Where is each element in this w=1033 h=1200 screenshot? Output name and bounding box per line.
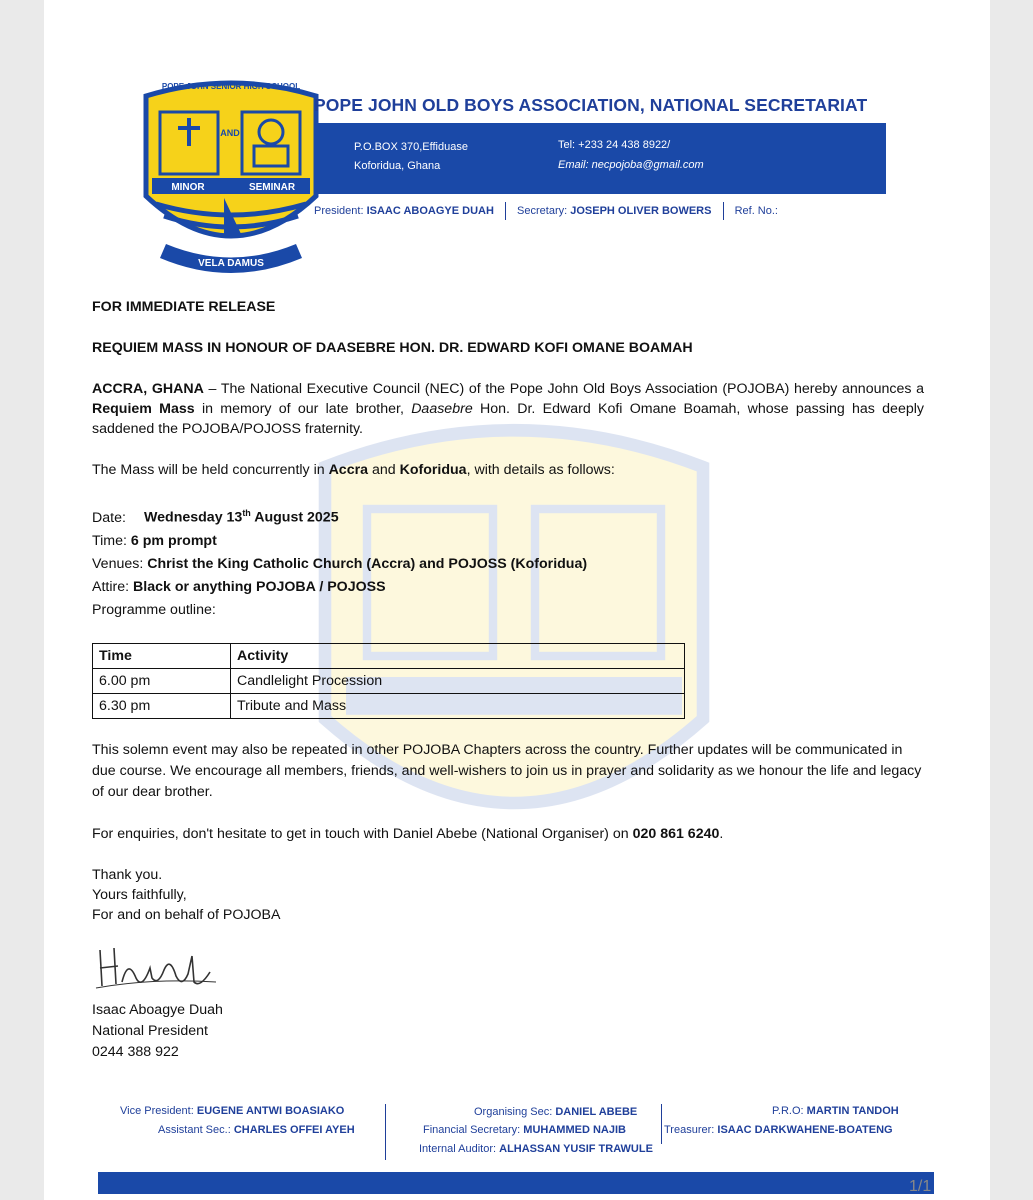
crest-seminar-text: SEMINAR <box>248 182 296 193</box>
venues-line <box>92 553 924 576</box>
time-label: Time: <box>92 532 127 549</box>
president-label: President: <box>314 204 364 217</box>
text-run: For enquiries, don't hesitate to get in touch with Daniel Abebe (National Organiser) on <box>92 826 633 842</box>
dateline: ACCRA, GHANA <box>92 381 204 397</box>
venues-label: Venues: <box>92 555 144 572</box>
table-cell: Tribute and Mass <box>231 694 685 719</box>
venues-value: Christ the King Catholic Church (Accra) and POJOSS (Koforidua) <box>147 555 588 572</box>
date-value: Wednesday 13 <box>144 509 243 526</box>
footer-organising-secretary <box>474 1106 637 1118</box>
contact-band <box>314 123 886 194</box>
footer-divider <box>661 1104 662 1144</box>
document-page <box>44 0 990 1200</box>
text-run: Requiem Mass <box>92 401 195 417</box>
text-run: Daasebre <box>411 401 473 417</box>
address-line2: Koforidua, Ghana <box>354 160 441 172</box>
table-header-row <box>93 644 685 669</box>
release-heading: FOR IMMEDIATE RELEASE <box>92 299 276 315</box>
footer-pro <box>772 1105 899 1117</box>
text-run: The Mass will be held concurrently in <box>92 462 329 478</box>
footer-label: Financial Secretary: <box>423 1124 521 1136</box>
crest-motto-text: VELA DAMUS <box>198 258 264 269</box>
footer-internal-auditor <box>419 1143 653 1155</box>
letter-body <box>92 297 924 622</box>
yours-line: Yours faithfully, <box>92 887 187 903</box>
date-label: Date: <box>92 509 126 526</box>
crest-minor-text: MINOR <box>171 182 205 193</box>
footer-label: Vice President: <box>120 1105 194 1117</box>
divider <box>505 202 506 220</box>
footer-assistant-secretary <box>158 1124 355 1136</box>
footer-divider <box>385 1104 386 1160</box>
attire-line <box>92 576 924 599</box>
table-header: Activity <box>231 644 685 669</box>
text-run: Accra <box>328 462 369 478</box>
organisation-name: POPE JOHN OLD BOYS ASSOCIATION, NATIONAL SECRETARIAT <box>314 95 868 115</box>
paragraph-updates: This solemn event may also be repeated in other POJOBA Chapters across the country. Further updates will be communicated in due course. We encourage all members, friends, and well-wishers to join us in prayer and solidarity as we honour the life and legacy of our dear brother. <box>92 742 922 800</box>
footer-vice-president <box>120 1105 344 1117</box>
footer-treasurer <box>664 1124 893 1136</box>
table-cell: 6.30 pm <box>93 694 231 719</box>
enquiry-phone: 020 861 6240 <box>632 826 720 842</box>
crest-and-text: AND <box>220 128 240 138</box>
signer-name: Isaac Aboagye Duah <box>92 1002 223 1018</box>
footer-financial-secretary <box>423 1124 626 1136</box>
text-run: Koforidua <box>399 462 467 478</box>
signer-block <box>92 1000 924 1063</box>
email: Email: necpojoba@gmail.com <box>558 159 704 171</box>
footer-label: Internal Auditor: <box>419 1143 497 1155</box>
signer-title: National President <box>92 1023 208 1039</box>
secretary-name: JOSEPH OLIVER BOWERS <box>570 204 712 217</box>
attire-value: Black or anything POJOBA / POJOSS <box>133 578 386 595</box>
table-header: Time <box>93 644 231 669</box>
time-line <box>92 530 924 553</box>
footer-band <box>98 1172 934 1194</box>
header-officers <box>314 202 778 220</box>
text-run: – The National Executive Council (NEC) of the Pope John Old Boys Association (POJOBA) hereby announces a <box>203 381 924 397</box>
text-run: , with details as follows: <box>466 462 615 478</box>
ref-label: Ref. No.: <box>734 204 778 217</box>
footer-value: MARTIN TANDOH <box>806 1105 899 1117</box>
page-number: 1/1 <box>909 1178 932 1195</box>
footer-value: ISAAC DARKWAHENE-BOATENG <box>717 1124 893 1136</box>
text-run: Hon. Dr. Edward Kofi Omane Boamah, whose passing has deeply saddened the POJOBA/POJOSS fraternity. <box>92 401 924 437</box>
signature <box>92 938 242 998</box>
programme-label: Programme outline: <box>92 601 216 618</box>
footer-value: MUHAMMED NAJIB <box>523 1124 626 1136</box>
crest-top-text: POPE JOHN SENIOR HIGH SCHOOL <box>161 82 301 91</box>
footer-label: Treasurer: <box>664 1124 715 1136</box>
date-line <box>92 502 924 530</box>
telephone: Tel: +233 24 438 8922/ <box>558 139 671 151</box>
text-run: and <box>368 462 400 478</box>
footer-label: Organising Sec: <box>474 1106 553 1118</box>
paragraph-intro <box>92 379 924 439</box>
thanks-line: Thank you. <box>92 867 163 883</box>
time-value: 6 pm prompt <box>130 532 217 549</box>
school-crest-logo <box>136 76 326 276</box>
date-value: August 2025 <box>250 509 339 526</box>
table-cell: Candlelight Procession <box>231 669 685 694</box>
table-row <box>93 694 685 719</box>
table-cell: 6.00 pm <box>93 669 231 694</box>
footer-value: DANIEL ABEBE <box>555 1106 638 1118</box>
text-run: . <box>719 826 724 842</box>
signer-phone: 0244 388 922 <box>92 1044 179 1060</box>
footer-value: CHARLES OFFEI AYEH <box>233 1124 355 1136</box>
paragraph-enquiries <box>92 824 924 844</box>
table-row <box>93 669 685 694</box>
address-line1: P.O.BOX 370,Effiduase <box>354 141 468 153</box>
programme-table <box>92 643 685 719</box>
paragraph-venue-intro <box>92 460 924 480</box>
letter-body-continued <box>92 740 924 925</box>
text-run: in memory of our late brother, <box>194 401 412 417</box>
footer-label: Assistant Sec.: <box>158 1124 231 1136</box>
date-suffix: th <box>242 508 251 518</box>
footer-label: P.R.O: <box>772 1105 804 1117</box>
behalf-line: For and on behalf of POJOBA <box>92 907 281 923</box>
divider <box>723 202 724 220</box>
letter-title: REQUIEM MASS IN HONOUR OF DAASEBRE HON. DR. EDWARD KOFI OMANE BOAMAH <box>92 340 693 356</box>
attire-label: Attire: <box>92 578 130 595</box>
secretary-label: Secretary: <box>517 204 568 217</box>
footer-value: EUGENE ANTWI BOASIAKO <box>196 1105 345 1117</box>
footer-value: ALHASSAN YUSIF TRAWULE <box>499 1143 653 1155</box>
president-name: ISAAC ABOAGYE DUAH <box>366 204 494 217</box>
